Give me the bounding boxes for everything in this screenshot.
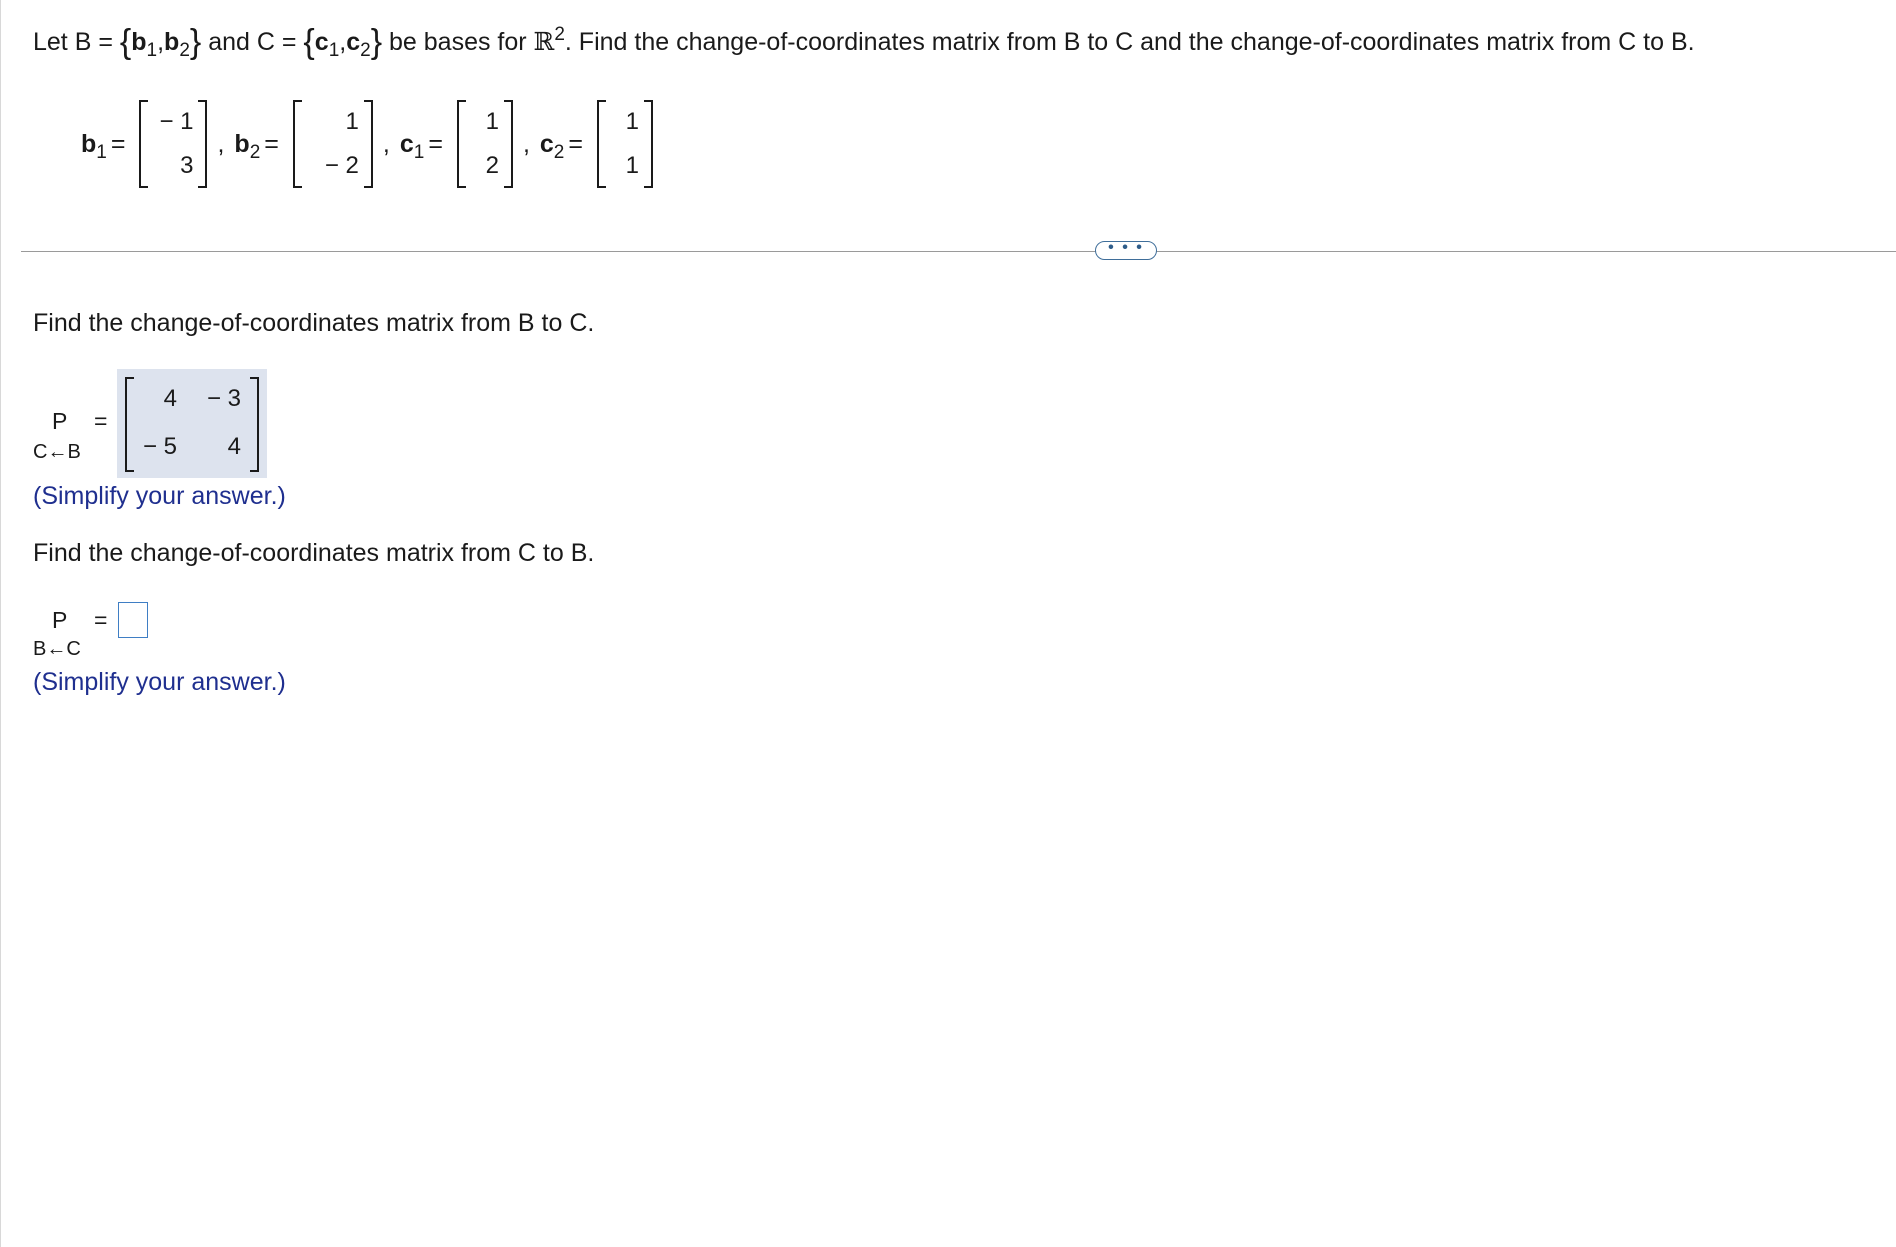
vector-label-b1: $b_1$ = xyxy=(81,129,126,163)
vector-b2-sub: 2 xyxy=(249,141,261,163)
vector-b1-name: b xyxy=(81,129,97,158)
matrix-cell: 1 xyxy=(345,108,359,135)
matrix-cell: 4 xyxy=(227,433,241,460)
matrix-cell: 1 xyxy=(485,108,499,135)
show-more-button[interactable] xyxy=(1095,238,1157,260)
p-subscript-c-from-b: C←B xyxy=(33,441,81,463)
b1-symbol: b xyxy=(131,28,147,56)
vector-c1-matrix xyxy=(457,100,513,188)
statement-lead: Let B = xyxy=(33,28,120,56)
question-b-to-c: Find the change-of-coordinates matrix from B to C. xyxy=(33,309,595,337)
vector-b1-matrix xyxy=(139,100,207,188)
vector-label-c1: $c_1$ = xyxy=(399,129,443,163)
statement-bases-for: be bases for xyxy=(382,28,534,56)
vector-b1-sub: 1 xyxy=(96,141,107,163)
vector-c2-matrix xyxy=(597,100,653,188)
equals-sign: = xyxy=(94,408,108,434)
r-superscript: 2 xyxy=(554,24,565,45)
b2-symbol: b xyxy=(164,28,180,56)
matrix-cell: − 3 xyxy=(206,385,241,412)
basis-vectors: $b_1$ = − 1 3 , $b_2$ = 1 − 2 , $c_1$ = 1 2 , $c_2$ = 1 1 xyxy=(81,91,657,197)
vector-label-b2: $b_2$ = xyxy=(234,129,279,163)
ellipsis-icon: • • • xyxy=(1108,238,1144,256)
matrix-cell: 4 xyxy=(163,385,177,412)
c1-subscript: 1 xyxy=(328,40,340,61)
answer-input-c-to-b[interactable] xyxy=(118,602,148,638)
vector-c1-name: c xyxy=(399,129,414,158)
vector-c1-sub: 1 xyxy=(413,141,425,163)
vector-b2-matrix xyxy=(293,100,373,188)
matrix-cell: − 5 xyxy=(142,433,177,460)
statement-rest: . Find the change-of-coordinates matrix from B to C and the change-of-coordinates matrix from C to B. xyxy=(564,28,1695,56)
p-subscript-b-from-c: B←C xyxy=(33,638,81,660)
answer-matrix-b-to-c xyxy=(125,377,259,472)
matrix-cell: 1 xyxy=(625,108,639,135)
matrix-cell: 1 xyxy=(625,152,639,179)
vector-c2-name: c xyxy=(539,129,554,158)
equals-sign: = xyxy=(94,607,108,633)
vector-b2-name: b xyxy=(234,129,250,158)
vector-label-c2: $c_2$ = xyxy=(539,129,583,163)
p-label-c-from-b: P xyxy=(52,408,68,434)
problem-statement: Let $B = \{b_1,b_2\}$ and $C = \{c_1,c_2\}$ be bases for ℝ$^2$. Find the change-of-coordinates matrix from B to C and the change-of-coordinates matrix from C to B. xyxy=(33,23,1695,61)
matrix-cell: 2 xyxy=(485,152,499,179)
c1-symbol: c xyxy=(314,28,329,56)
c2-subscript: 2 xyxy=(360,40,371,61)
vector-c2-sub: 2 xyxy=(553,141,565,163)
b1-subscript: 1 xyxy=(146,40,158,61)
question-c-to-b: Find the change-of-coordinates matrix from C to B. xyxy=(33,539,595,567)
b2-subscript: 2 xyxy=(179,40,190,61)
matrix-cell: 3 xyxy=(180,152,194,179)
matrix-cell: − 2 xyxy=(324,152,359,179)
p-label-b-from-c: P xyxy=(52,607,68,633)
simplify-hint-2: (Simplify your answer.) xyxy=(33,668,286,696)
left-border xyxy=(0,0,1,1247)
matrix-cell: − 1 xyxy=(159,108,194,135)
statement-and-c: and C = xyxy=(201,28,304,56)
section-divider xyxy=(21,251,1896,252)
simplify-hint-1: (Simplify your answer.) xyxy=(33,482,286,510)
real-numbers-symbol: ℝ xyxy=(533,27,555,56)
c2-symbol: c xyxy=(346,28,361,56)
